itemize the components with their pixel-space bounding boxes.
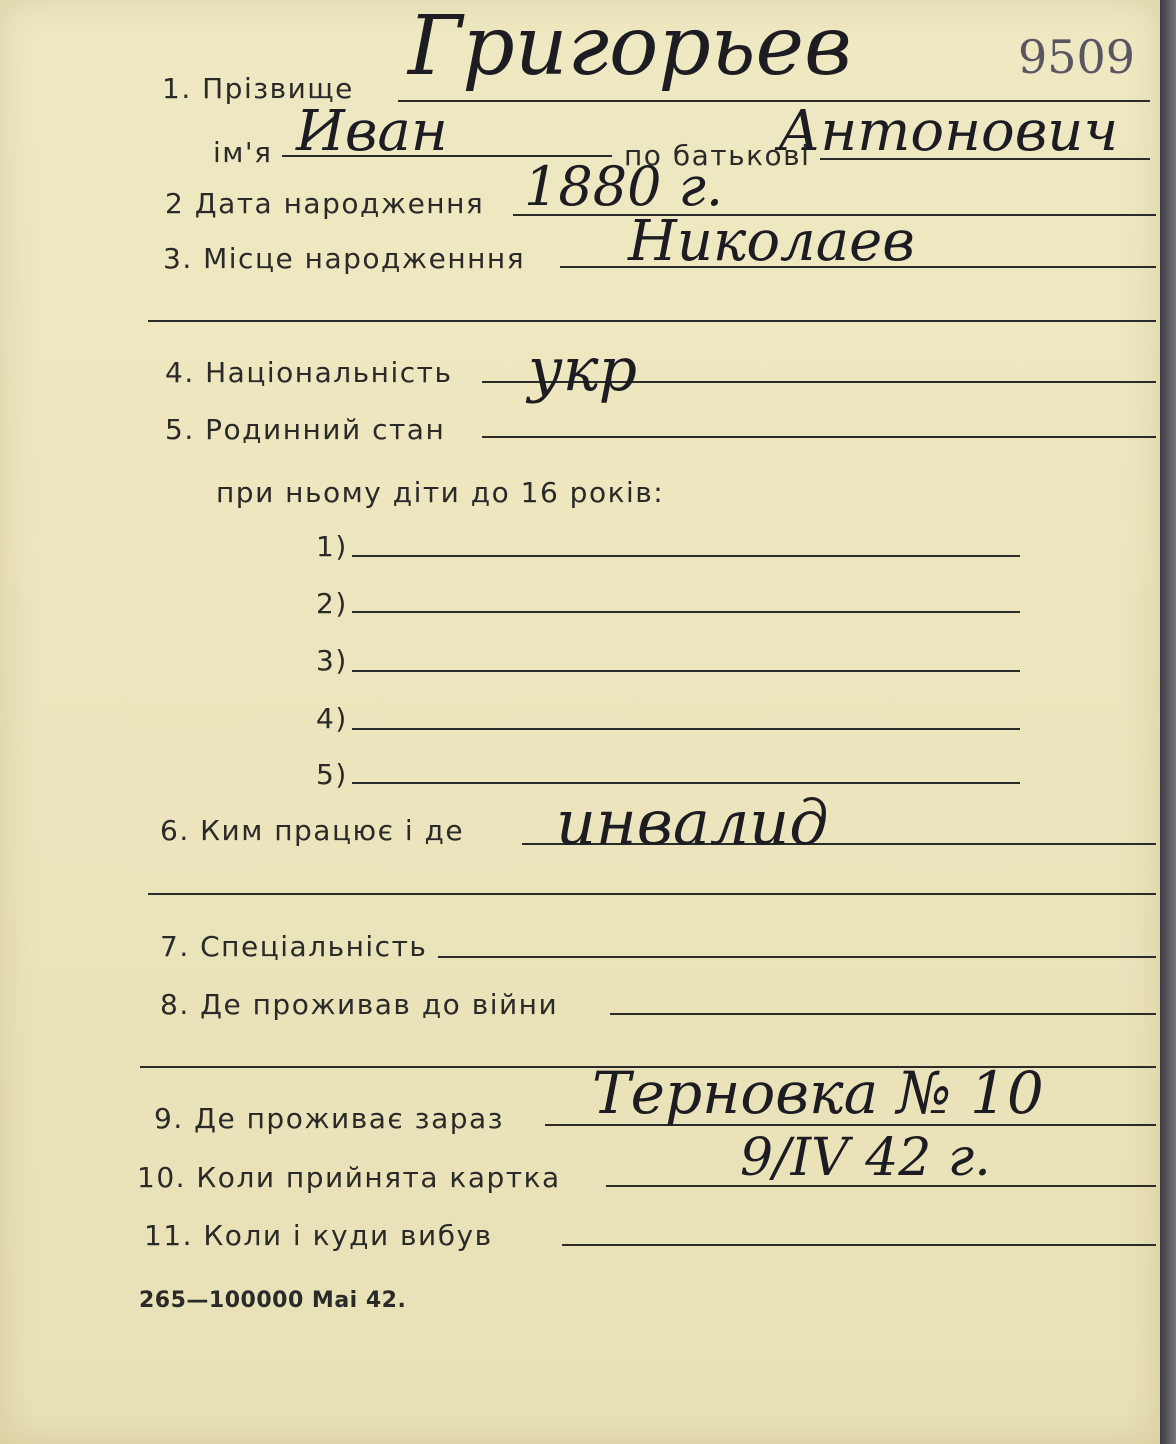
departed-line bbox=[562, 1244, 1156, 1246]
scan-edge bbox=[1160, 0, 1176, 1444]
record-number: 9509 bbox=[1018, 30, 1136, 84]
print-run-footer: 265—100000 Mai 42. bbox=[139, 1288, 407, 1313]
birth-place-line-2 bbox=[148, 320, 1156, 322]
child-5-line bbox=[352, 782, 1020, 784]
birth-date-value: 1880 г. bbox=[524, 155, 724, 218]
departed-label: 11. Коли і куди вибув bbox=[144, 1219, 493, 1252]
prewar-residence-line bbox=[610, 1013, 1156, 1015]
first-name-value: Иван bbox=[296, 99, 448, 164]
card-accepted-value: 9/IV 42 г. bbox=[740, 1128, 991, 1188]
prewar-residence-label: 8. Де проживав до війни bbox=[160, 988, 559, 1021]
children-label: при ньому діти до 16 років: bbox=[216, 476, 665, 509]
work-line-2 bbox=[148, 893, 1156, 895]
marital-status-line bbox=[482, 436, 1156, 438]
current-residence-label: 9. Де проживає зараз bbox=[154, 1102, 505, 1135]
child-5-label: 5) bbox=[316, 758, 348, 791]
work-label: 6. Ким працює і де bbox=[160, 814, 465, 847]
speciality-label: 7. Спеціальність bbox=[160, 930, 428, 963]
nationality-label: 4. Національність bbox=[165, 356, 453, 389]
birth-place-label: 3. Місце народженння bbox=[163, 242, 526, 275]
marital-status-label: 5. Родинний стан bbox=[165, 413, 446, 446]
surname-value: Григорьев bbox=[408, 0, 852, 94]
work-value: инвалид bbox=[556, 786, 829, 859]
birth-date-label: 2 Дата народження bbox=[165, 187, 485, 220]
child-2-line bbox=[352, 611, 1020, 613]
card-accepted-label: 10. Коли прийнята картка bbox=[137, 1161, 561, 1194]
nationality-value: укр bbox=[528, 335, 638, 405]
child-2-label: 2) bbox=[316, 587, 348, 620]
surname-label: 1. Прізвище bbox=[162, 72, 354, 105]
patronymic-value: Антонович bbox=[778, 99, 1119, 164]
birth-place-value: Николаев bbox=[628, 209, 915, 274]
child-1-label: 1) bbox=[316, 530, 348, 563]
child-4-label: 4) bbox=[316, 702, 348, 735]
child-3-line bbox=[352, 670, 1020, 672]
speciality-line bbox=[438, 956, 1156, 958]
child-4-line bbox=[352, 728, 1020, 730]
patronymic-label: по батькові bbox=[624, 139, 811, 172]
current-residence-value: Терновка № 10 bbox=[592, 1059, 1044, 1127]
child-3-label: 3) bbox=[316, 644, 348, 677]
child-1-line bbox=[352, 555, 1020, 557]
first-name-label: ім'я bbox=[213, 136, 273, 169]
